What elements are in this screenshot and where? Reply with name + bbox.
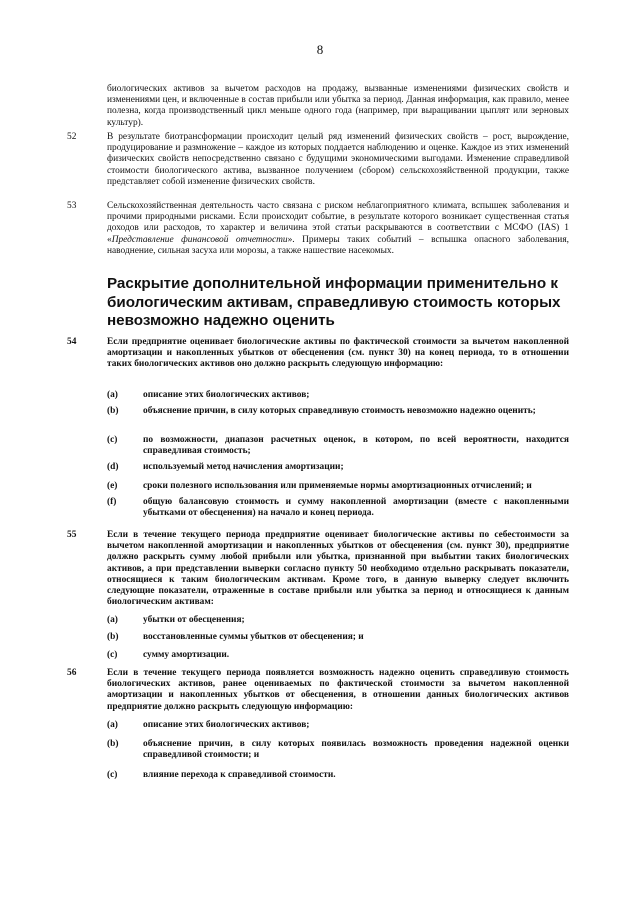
list-item-text: влияние перехода к справедливой стоимости.: [143, 770, 336, 780]
list-item-label: (c): [107, 435, 118, 445]
paragraph-text-part: Сельскохозяйственная деятельность часто связана с риском неблагоприятного климата, вспышек заболевания и прочими природными рисками. Если происходит событие, в результате которого возникает существенная статья доходов или расходов, то характер и величина этой статьи раскрываются в соответствии с МСФО (IAS) 1 «: [107, 201, 569, 245]
section-heading: Раскрытие дополнительной информации применительно к биологическим активам, справедливую стоимость которых невозможно надежно оценить: [107, 275, 561, 329]
paragraph-number: 53: [67, 201, 77, 211]
paragraph-text: Если в течение текущего периода предприятие оценивает биологические активы по себестоимости за вычетом накопленной амортизации и накопленных убытков от обесценения (см. пункт 30), предприятие должно раскрыть сумму любой прибыли или убытка, признанной при выбытии таких биологических активов, а при представлении выверки согласно пункту 50 необходимо отдельно раскрывать показатели, относящиеся к таким биологическим активам. Кроме того, в данную выверку следует включить следующие показатели, отраженные в составе прибыли или убытка за период и относящиеся к данным биологическим активам:: [107, 530, 569, 608]
paragraph-text: В результате биотрансформации происходит целый ряд изменений физических свойств – рост, вырождение, продуцирование и размножение – каждое из которых поддается наблюдению и оценке. Каждое из этих изменений физических свойств непосредственно связано с будущими экономическими выгодами. Изменение справедливой стоимости биологического актива, вызванное получением (сбором) сельскохозяйственной продукции, также представляет собой изменение физических свойств.: [107, 132, 569, 187]
list-item-label: (e): [107, 481, 118, 491]
paragraph-text-part: ». Примеры таких событий – вспышка опасного заболевания, наводнение, сильная засуха или морозы, а также нашествие насекомых.: [107, 234, 569, 256]
standard-title-italic: Представление финансовой отчетности: [111, 234, 288, 245]
paragraph-text: Если предприятие оценивает биологические активы по фактической стоимости за вычетом накопленной амортизации и накопленных убытков от обесценения (см. пункт 30) на конец периода, то в отношении таких биологических активов оно должно раскрыть следующую информацию:: [107, 337, 569, 370]
list-item-label: (b): [107, 632, 119, 642]
list-item-text: восстановленные суммы убытков от обесценения; и: [143, 632, 364, 642]
list-item-label: (b): [107, 739, 119, 749]
list-item-text: описание этих биологических активов;: [143, 720, 310, 730]
paragraph-number: 54: [67, 337, 77, 347]
list-item-text: сроки полезного использования или применяемые нормы амортизационных отчислений; и: [143, 481, 532, 491]
list-item-label: (a): [107, 390, 118, 400]
list-item-text: используемый метод начисления амортизации;: [143, 462, 344, 472]
paragraph-number: 55: [67, 530, 77, 540]
list-item-label: (a): [107, 720, 118, 730]
page-number: 8: [316, 42, 324, 57]
list-item-text: общую балансовую стоимость и сумму накопленной амортизации (вместе с накопленными убытками от обесценения) на начало и конец периода.: [143, 497, 569, 519]
list-item-text: по возможности, диапазон расчетных оценок, в котором, по всей вероятности, находится справедливая стоимость;: [143, 435, 569, 457]
list-item-label: (d): [107, 462, 119, 472]
list-item-label: (c): [107, 770, 118, 780]
list-item-label: (b): [107, 406, 119, 416]
list-item-label: (c): [107, 650, 118, 660]
paragraph-text: Если в течение текущего периода появляется возможность надежно оценить справедливую стоимость биологических активов, ранее оцениваемых по фактической стоимости за вычетом накопленной амортизации и накопленных убытков от обесценения, в отношении данных биологических активов предприятие должно раскрыть следующую информацию:: [107, 668, 569, 712]
list-item-text: объяснение причин, в силу которых справедливую стоимость невозможно надежно оценить;: [143, 406, 536, 416]
intro-paragraph-text: биологических активов за вычетом расходов на продажу, вызванные изменениями физических свойств и изменениями цен, и включенные в состав прибыли или убытка за период. Данная информация, как правило, менее полезна, когда производственный цикл меньше одного года (например, при выращивании цыплят или зерновых культур).: [107, 84, 569, 128]
paragraph-number: 56: [67, 668, 77, 678]
paragraph-text: [107, 201, 569, 257]
paragraph-number: 52: [67, 132, 77, 142]
list-item-text: убытки от обесценения;: [143, 615, 245, 625]
list-item-text: описание этих биологических активов;: [143, 390, 310, 400]
list-item-label: (f): [107, 497, 117, 507]
list-item-text: сумму амортизации.: [143, 650, 230, 660]
list-item-label: (a): [107, 615, 118, 625]
list-item-text: объяснение причин, в силу которых появилась возможность проведения надежной оценки справедливой стоимости; и: [143, 739, 569, 761]
